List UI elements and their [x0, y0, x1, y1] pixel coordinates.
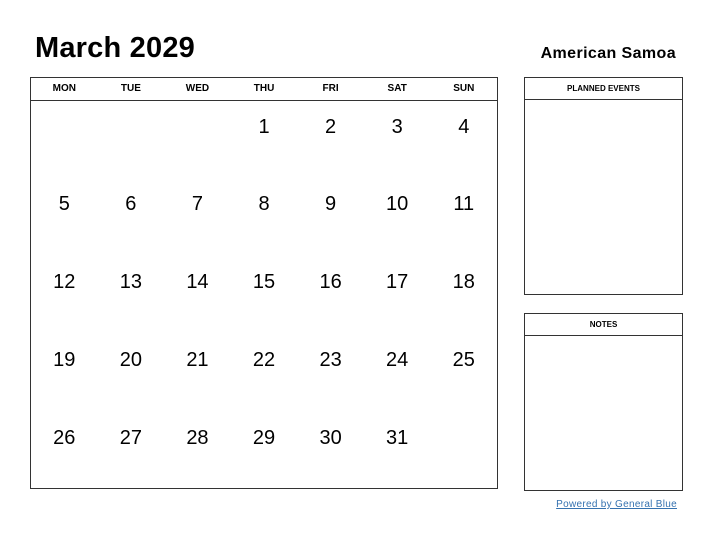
- day-cell: 8: [258, 193, 270, 215]
- day-cell: 19: [53, 349, 76, 371]
- week-row: [31, 101, 497, 178]
- week-row: [31, 334, 497, 412]
- notes-panel: [524, 313, 683, 491]
- powered-by-link[interactable]: Powered by General Blue: [556, 499, 677, 510]
- day-cell: 10: [386, 193, 409, 215]
- week-row: [31, 178, 497, 256]
- weekday-sun: SUN: [453, 83, 475, 94]
- week-row: [31, 412, 497, 490]
- day-cell: 29: [252, 427, 276, 449]
- weekday-fri: FRI: [322, 83, 339, 94]
- day-cell: 11: [453, 193, 475, 215]
- day-cell: 17: [386, 271, 409, 293]
- day-cell: 4: [458, 116, 470, 138]
- day-cell: 23: [319, 349, 342, 371]
- weekday-sat: SAT: [387, 83, 407, 94]
- day-cell: 7: [191, 193, 203, 215]
- weekday-thu: THU: [253, 83, 275, 94]
- day-cell: 20: [119, 349, 142, 371]
- day-cell: 26: [53, 427, 76, 449]
- day-cell: 27: [119, 427, 142, 449]
- day-cell: 2: [325, 116, 337, 138]
- week-row: [31, 256, 497, 334]
- day-cell: 30: [319, 427, 342, 449]
- day-cell: 28: [186, 427, 209, 449]
- day-cell: 25: [452, 349, 475, 371]
- day-cell: 15: [252, 271, 276, 293]
- weeks-container: [31, 101, 497, 490]
- planned-events-panel: [524, 77, 683, 295]
- day-cell: 24: [386, 349, 409, 371]
- day-cell: 21: [186, 349, 209, 371]
- day-cell: 16: [319, 271, 342, 293]
- day-cell: 12: [53, 271, 76, 293]
- day-cell: [164, 101, 231, 178]
- notes-title: NOTES: [525, 314, 682, 336]
- day-cell: 13: [119, 271, 142, 293]
- weekday-header: [31, 78, 497, 101]
- weekday-tue: TUE: [120, 83, 141, 94]
- day-cell: [430, 412, 497, 490]
- day-cell: 5: [58, 193, 70, 215]
- planned-events-title: PLANNED EVENTS: [525, 78, 682, 100]
- day-cell: 3: [391, 116, 403, 138]
- day-cell: 14: [186, 271, 209, 293]
- day-cell: 1: [258, 116, 270, 138]
- weekday-wed: WED: [185, 83, 210, 94]
- day-cell: 22: [252, 349, 276, 371]
- weekday-mon: MON: [52, 83, 76, 94]
- day-cell: 6: [125, 193, 137, 215]
- day-cell: 31: [386, 427, 409, 449]
- region-label: American Samoa: [540, 45, 676, 62]
- day-cell: 18: [452, 271, 475, 293]
- calendar-grid: [30, 77, 498, 489]
- day-cell: [31, 101, 98, 178]
- day-cell: [98, 101, 165, 178]
- day-cell: 9: [325, 193, 337, 215]
- page-title: March 2029: [35, 32, 195, 64]
